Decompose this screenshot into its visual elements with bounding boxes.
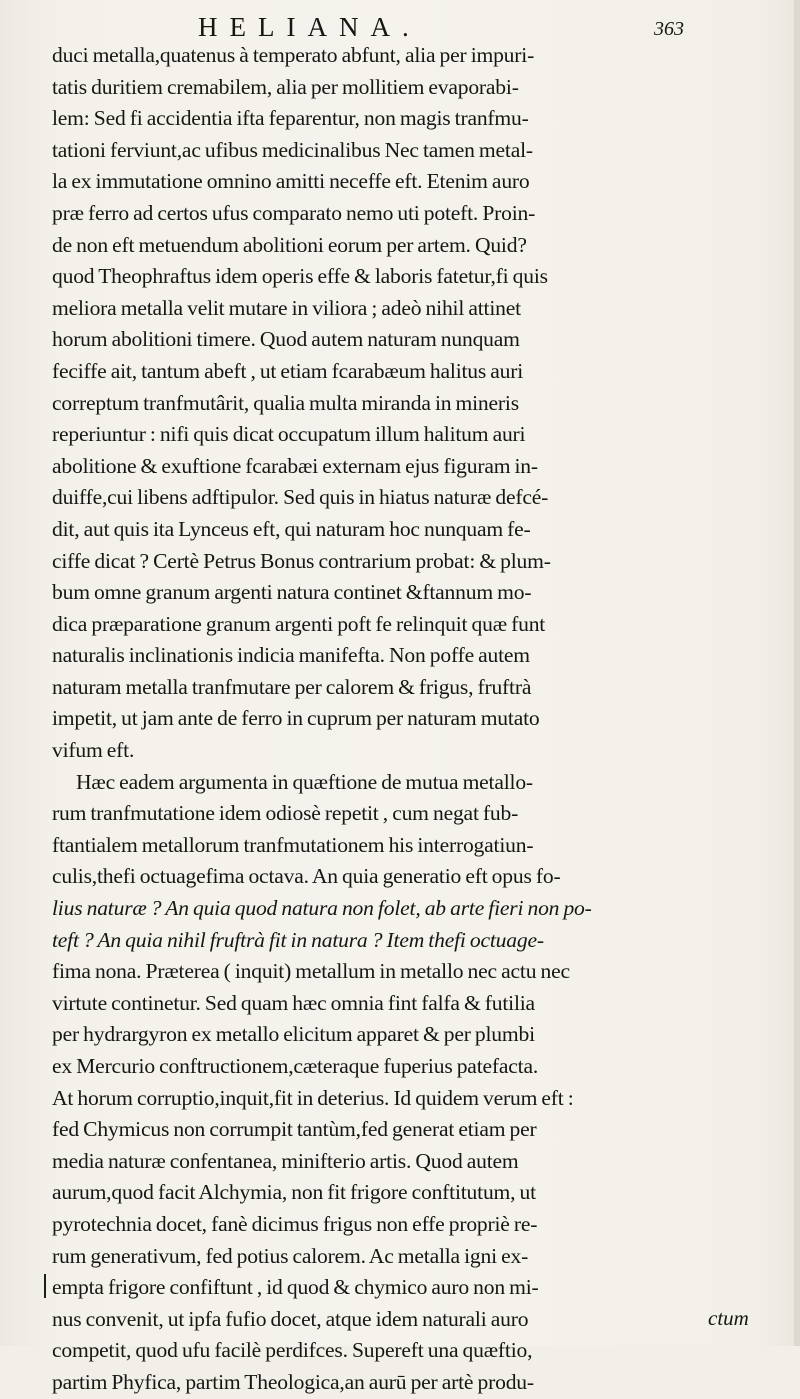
text-line: abolitione & exuftione fcarabæi externam ejus figuram in- [52, 453, 538, 478]
text-line: correptum tranfmutârit, qualia multa miranda in mineris [52, 390, 519, 415]
text-line: de non eft metuendum abolitioni eorum per artem. Quid? [52, 232, 527, 257]
text-line: competit, quod ufu facilè perdifces. Supereft una quæftio, [52, 1338, 533, 1363]
page-number: 363 [654, 18, 684, 40]
text-line: pyrotechnia docet, fanè dicimus frigus non effe propriè re- [52, 1211, 538, 1236]
text-line: impetit, ut jam ante de ferro in cuprum per naturam mutato [52, 706, 540, 731]
text-line: virtute continetur. Sed quam hæc omnia fint falfa & futilia [52, 990, 535, 1015]
text-line: ciffe dicat ? Certè Petrus Bonus contrarium probat: & plum- [52, 548, 551, 573]
text-line: naturam metalla tranfmutare per calorem & frigus, fruftrà [52, 674, 532, 699]
text-line: feciffe ait, tantum abeft , ut etiam fcarabæum halitus auri [52, 358, 524, 383]
text-line: quod Theophraftus idem operis effe & laboris fatetur,fi quis [52, 264, 548, 289]
margin-bracket-mark [44, 1274, 46, 1298]
text-line: meliora metalla velit mutare in viliora ; adeò nihil attinet [52, 295, 521, 320]
text-line: lem: Sed fi accidentia ifta feparentur, non magis tranfmu- [52, 106, 529, 131]
body-text [52, 40, 772, 1399]
text-line: At horum corruptio,inquit,fit in deterius. Id quidem verum eft : [52, 1085, 574, 1110]
text-line: ex Mercurio conftructionem,cæteraque fuperius patefacta. [52, 1054, 539, 1078]
text-line: horum abolitioni timere. Quod autem naturam nunquam [52, 327, 520, 352]
text-line: fima nona. Præterea ( inquit) metallum in metallo nec actu nec [52, 959, 570, 984]
text-line: empta frigore confiftunt , id quod & chymico auro non mi- [52, 1275, 539, 1300]
text-line: lius naturæ ? An quia quod natura non folet, ab arte fieri non po- [52, 896, 592, 921]
text-line: partim Phyfica, partim Theologica,an aurū per artè produ- [52, 1369, 534, 1394]
text-line: vifum eft. [52, 738, 135, 763]
running-head: HELIANA. [198, 12, 421, 42]
text-line: media naturæ confentanea, minifterio artis. Quod autem [52, 1148, 519, 1173]
text-line: aurum,quod facit Alchymia, non fit frigore conftitutum, ut [52, 1180, 536, 1205]
text-line: per hydrargyron ex metallo elicitum apparet & per plumbi [52, 1022, 535, 1047]
text-line: ftantialem metallorum tranfmutationem his interrogatiun- [52, 832, 534, 857]
text-line: bum omne granum argenti natura continet &ftannum mo- [52, 580, 532, 605]
text-line: tatis duritiem cremabilem, alia per mollitiem evaporabi- [52, 74, 519, 99]
text-line: nus convenit, ut ipfa fufio docet, atque idem naturali auro [52, 1306, 529, 1331]
page-edge-shadow [794, 0, 800, 1346]
text-line: dica præparatione granum argenti poft fe relinquit quæ funt [52, 611, 546, 636]
text-line: la ex immutatione omnino amitti neceffe eft. Etenim auro [52, 169, 530, 194]
text-line: tationi ferviunt,ac ufibus medicinalibus Nec tamen metal- [52, 137, 533, 162]
text-line: rum tranfmutatione idem odiosè repetit , cum negat fub- [52, 801, 519, 826]
text-line: præ ferro ad certos ufus comparato nemo uti poteft. Proin- [52, 200, 536, 225]
text-line: duiffe,cui libens adftipulor. Sed quis in hiatus naturæ defcé- [52, 485, 549, 510]
text-line: teft ? An quia nihil fruftrà fit in natura ? Item thefi octuage- [52, 927, 544, 952]
text-line: naturalis inclinationis indicia manifefta. Non poffe autem [52, 643, 530, 668]
text-line: Hæc eadem argumenta in quæftione de mutua metallo- [76, 769, 533, 794]
text-line: dit, aut quis ita Lynceus eft, qui naturam hoc nunquam fe- [52, 516, 531, 541]
text-line: duci metalla,quatenus à temperato abfunt, alia per impuri- [52, 43, 535, 67]
text-line: rum generativum, fed potius calorem. Ac metalla igni ex- [52, 1243, 529, 1268]
catchword: ctum [708, 1306, 749, 1330]
text-line: culis,thefi octuagefima octava. An quia generatio eft opus fo- [52, 864, 561, 889]
text-line: fed Chymicus non corrumpit tantùm,fed generat etiam per [52, 1117, 537, 1142]
text-line: reperiuntur : nifi quis dicat occupatum illum halitum auri [52, 422, 526, 447]
